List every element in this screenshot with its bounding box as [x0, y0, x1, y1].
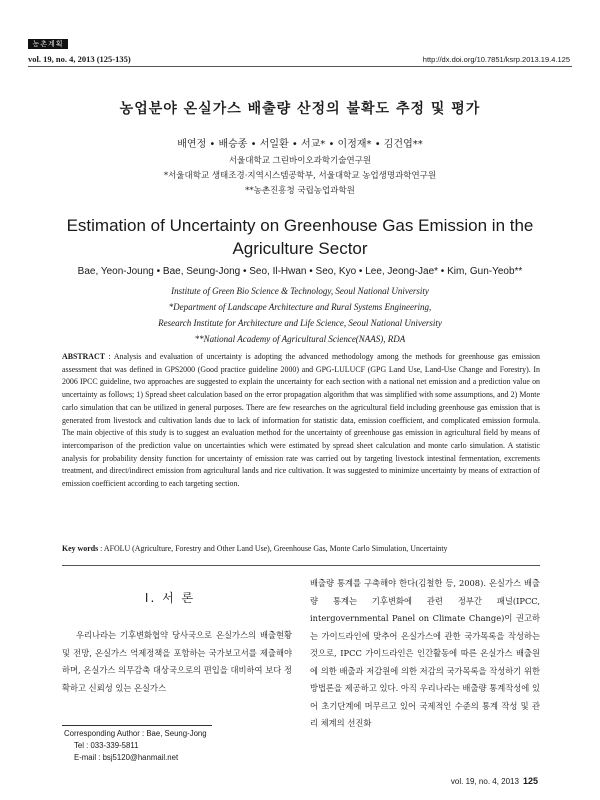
author-phone: Tel : 033-339-5811	[74, 741, 139, 750]
english-affiliation-2: *Department of Landscape Architecture and Rural Systems Engineering,	[168, 302, 432, 312]
footer-journal-info: vol. 19, no. 4, 2013	[450, 777, 519, 786]
header-divider	[28, 66, 572, 67]
body-column-left: 우리나라는 기후변화협약 당사국으로 온실가스의 배출현황 및 전망, 온실가스 억제정책을 포함하는 국가보고서를 제출해야 하며, 온실가스 의무감축 대상국으로의 편입을 대비하여 보다 정확하고 신뢰성 있는 온실가스	[62, 630, 292, 693]
keywords-text: : AFOLU (Agriculture, Forestry and Other Land Use), Greenhouse Gas, Monte Carlo Simulation, Uncertainty	[100, 544, 448, 553]
english-affiliation-3: Research Institute for Architecture and Life Science, Seoul National University	[158, 318, 442, 328]
abstract-divider	[62, 565, 540, 566]
english-affiliation-4: **National Academy of Agricultural Science(NAAS), RDA	[194, 334, 406, 344]
author-email[interactable]: E-mail : bsj5120@hanmail.net	[74, 753, 179, 762]
footnote-divider	[62, 725, 212, 726]
korean-title: 농업분야 온실가스 배출량 산정의 불확도 추정 및 평가	[119, 101, 481, 117]
korean-authors: 배연정 • 배승종 • 서일환 • 서교* • 이정재* • 김건엽**	[177, 139, 423, 150]
section-heading: I. 서 론	[144, 591, 196, 605]
body-column-right: 배출량 통계를 구축해야 한다(김철한 등, 2008). 온실가스 배출량 통계는 기후변화에 관련 정부간 패널(IPCC, intergovernmental Panel on Climate Change)이 권고하는 가이드라인에 맞추어 온실가스에 관한 국가목록을 작성하는 것으로, IPCC 가이드라인은 인간활동에 따른 온실가스 배출원에 의한 배출과 저감원에 의한 저감의 국가목록을 작성하기 위한 방법론을 제공하고 있다. 아직 우리나라는 배출량 통계작성에 있어 초기단계에 머무르고 있어 국제적인 수준의 통계 작성 및 관리 체계의 선진화	[310, 578, 540, 728]
english-authors: Bae, Yeon-Joung • Bae, Seung-Jong • Seo, Il-Hwan • Seo, Kyo • Lee, Jeong-Jae* • Kim, Gun-Yeob**	[77, 266, 523, 277]
english-title	[60, 214, 540, 260]
page-number: 125	[522, 776, 538, 786]
abstract	[62, 351, 540, 491]
korean-affiliation-2: *서울대학교 생태조경·지역시스템공학부, 서울대학교 농업생명과학연구원	[163, 171, 437, 181]
keywords-label: Key words	[62, 544, 99, 553]
english-affiliation-1: Institute of Green Bio Science & Technology, Seoul National University	[171, 286, 429, 296]
abstract-label: ABSTRACT	[62, 352, 105, 361]
volume-info: vol. 19, no. 4, 2013 (125-135)	[28, 54, 131, 64]
korean-affiliation-1: 서울대학교 그린바이오과학기술연구원	[228, 156, 372, 166]
keywords	[62, 544, 540, 553]
abstract-text: : Analysis and evaluation of uncertainty is adopting the advanced methodology among the methods for greenhouse gas emission assessment that was defined in GPS2000 (Good practice guideline 2000) and GPG-LULUCF (GPG Land Use, Land-Use Change and Forestry). In 2006 IPCC guideline, two approaches are suggested to explain the uncertainty for each section with a national net emission and a prediction value on uncertainty as follows; 1) Spread sheet calculation based on the error propagation algorithm that was simplified with some assumptions, and 2) Monte carlo simulation that can be utilized in general purposes. There are few researches on the agricultural field including greenhouse gas emission that is generated from livestock and cultivation lands due to lack of information for statistic data, emission coefficient, and complicated emission formula. The main objective of this study is to suggest an evaluation method for the uncertainty of greenhouse gas emission in agricultural field by means of intercomparison of the prediction value on uncertainties which were estimated by spread sheet calculation and monte carlo simulation. A statistic analysis for probability density function for uncertainty of emission rate was carried out by targeting livestock intestinal fermentation, excrements treatment, and direct/indirect emission from agricultural lands and rice cultivation. It was suggested to minimize uncertainty by means of extraction of emission coefficient according to each targeting section.	[62, 352, 540, 489]
journal-logo: 농촌계획	[28, 39, 68, 49]
korean-affiliation-3: **농촌진흥청 국립농업과학원	[245, 186, 355, 196]
page-footer	[451, 776, 538, 786]
corresponding-author: Corresponding Author : Bae, Seung-Jong	[64, 729, 207, 738]
english-title-line-1: Estimation of Uncertainty on Greenhouse Gas Emission in the	[66, 216, 534, 235]
english-title-line-2: Agriculture Sector	[232, 239, 368, 258]
doi-link[interactable]: http://dx.doi.org/10.7851/ksrp.2013.19.4.125	[422, 55, 570, 64]
